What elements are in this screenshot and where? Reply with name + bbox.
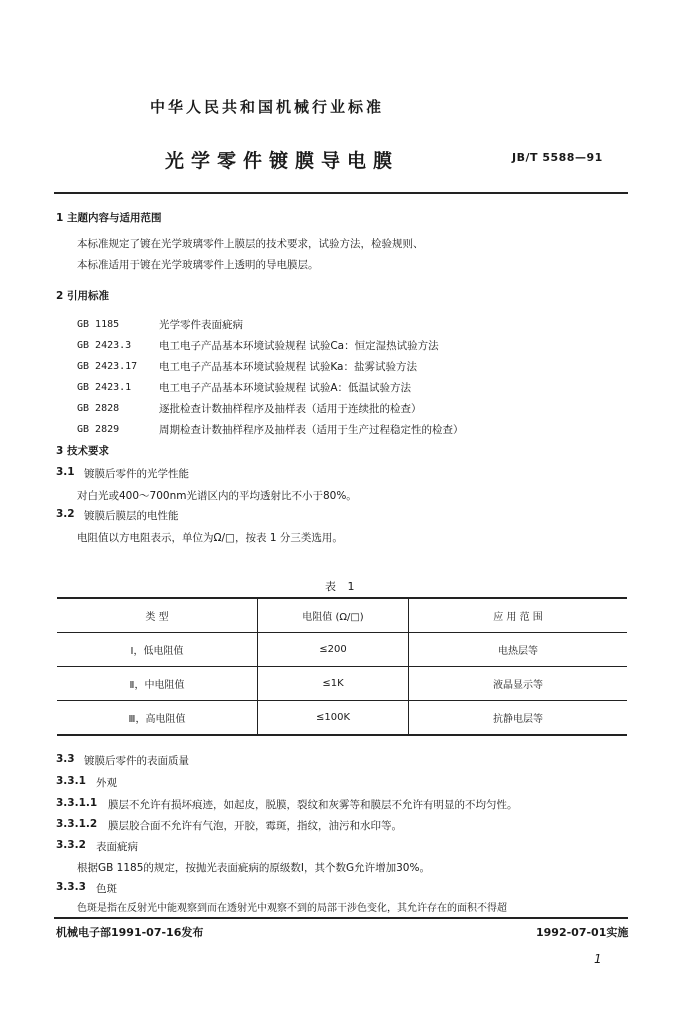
page-number: 1 [594, 952, 602, 966]
clause-number: 3.3.3 [56, 881, 86, 893]
clause-title: 外观 [96, 777, 117, 789]
clause-title: 色斑 [96, 883, 117, 895]
reference-item [77, 398, 464, 419]
reference-code: GB 2423.3 [77, 340, 132, 351]
table-cell-resistance: ≤200 [258, 633, 409, 667]
table-caption: 表 1 [325, 580, 359, 593]
clause-title: 表面疵病 [96, 841, 138, 853]
footer-divider [54, 917, 628, 919]
reference-title: 电工电子产品基本环境试验规程 试验A：低温试验方法 [159, 382, 412, 394]
reference-code: GB 2829 [77, 424, 120, 435]
reference-item [77, 419, 464, 440]
reference-title: 光学零件表面疵病 [159, 319, 243, 331]
clause-text: 色斑是指在反射光中能观察到而在透射光中观察不到的局部干涉色变化，其允许存在的面积不得超 [77, 903, 507, 914]
reference-code: GB 2423.1 [77, 382, 132, 393]
clause-text: 对白光或400～700nm光谱区内的平均透射比不小于80%。 [77, 490, 357, 502]
table-row [57, 667, 627, 701]
section-3-heading: 3 技术要求 [56, 445, 109, 457]
reference-list [77, 314, 464, 440]
column-header-resistance: 电阻值 (Ω/□) [258, 598, 409, 633]
table-row [57, 701, 627, 736]
clause-number: 3.3.1 [56, 775, 86, 787]
table-cell-application: 抗静电层等 [409, 701, 628, 736]
reference-code: GB 1185 [77, 319, 120, 330]
clause-number: 3.3 [56, 753, 75, 765]
standard-code: JB/T 5588—91 [512, 151, 603, 164]
clause-title: 镀膜后零件的表面质量 [84, 755, 189, 767]
column-header-application: 应 用 范 围 [409, 598, 628, 633]
table-cell-resistance: ≤1K [258, 667, 409, 701]
section-1-heading: 1 主题内容与适用范围 [56, 212, 162, 224]
table-cell-type: Ⅰ，低电阻值 [57, 633, 258, 667]
table-cell-type: Ⅲ，高电阻值 [57, 701, 258, 736]
table-cell-application: 电热层等 [409, 633, 628, 667]
resistance-table [57, 597, 627, 736]
table-cell-type: Ⅱ，中电阻值 [57, 667, 258, 701]
table-cell-resistance: ≤100K [258, 701, 409, 736]
reference-title: 电工电子产品基本环境试验规程 试验Ca：恒定湿热试验方法 [159, 340, 439, 352]
reference-code: GB 2828 [77, 403, 120, 414]
reference-title: 逐批检查计数抽样程序及抽样表（适用于连续批的检查） [159, 403, 422, 415]
clause-text: 膜层不允许有损坏痕迹，如起皮，脱膜，裂纹和灰雾等和膜层不允许有明显的不均匀性。 [108, 799, 518, 811]
column-header-type: 类 型 [57, 598, 258, 633]
table-cell-application: 液晶显示等 [409, 667, 628, 701]
publication-date: 机械电子部1991-07-16发布 [56, 926, 204, 939]
document-title: 光学零件镀膜导电膜 [165, 150, 400, 172]
reference-title: 电工电子产品基本环境试验规程 试验Ka：盐雾试验方法 [159, 361, 417, 373]
reference-item [77, 335, 464, 356]
reference-title: 周期检查计数抽样程序及抽样表（适用于生产过程稳定性的检查） [159, 424, 464, 436]
reference-item [77, 356, 464, 377]
clause-text: 膜层胶合面不允许有气泡，开胶，霉斑，指纹，油污和水印等。 [108, 820, 402, 832]
table-row [57, 633, 627, 667]
clause-number: 3.3.1.1 [56, 797, 98, 809]
section-1-paragraph-2: 本标准适用于镀在光学玻璃零件上透明的导电膜层。 [77, 259, 319, 271]
clause-number: 3.2 [56, 508, 75, 520]
implementation-date: 1992-07-01实施 [536, 926, 629, 939]
section-1-paragraph-1: 本标准规定了镀在光学玻璃零件上膜层的技术要求，试验方法，检验规则、 [77, 238, 424, 250]
clause-number: 3.3.1.2 [56, 818, 98, 830]
reference-item [77, 314, 464, 335]
reference-item [77, 377, 464, 398]
clause-title: 镀膜后零件的光学性能 [84, 468, 189, 480]
section-2-heading: 2 引用标准 [56, 290, 109, 302]
clause-text: 根据GB 1185的规定，按抛光表面疵病的原级数I，其个数G允许增加30%。 [77, 862, 430, 874]
table-header-row [57, 598, 627, 633]
clause-number: 3.1 [56, 466, 75, 478]
clause-title: 镀膜后膜层的电性能 [84, 510, 179, 522]
reference-code: GB 2423.17 [77, 361, 138, 372]
issuing-organization: 中华人民共和国机械行业标准 [150, 98, 385, 116]
clause-number: 3.3.2 [56, 839, 86, 851]
header-divider [54, 192, 628, 194]
clause-text: 电阻值以方电阻表示，单位为Ω/□，按表 1 分三类选用。 [77, 532, 343, 544]
